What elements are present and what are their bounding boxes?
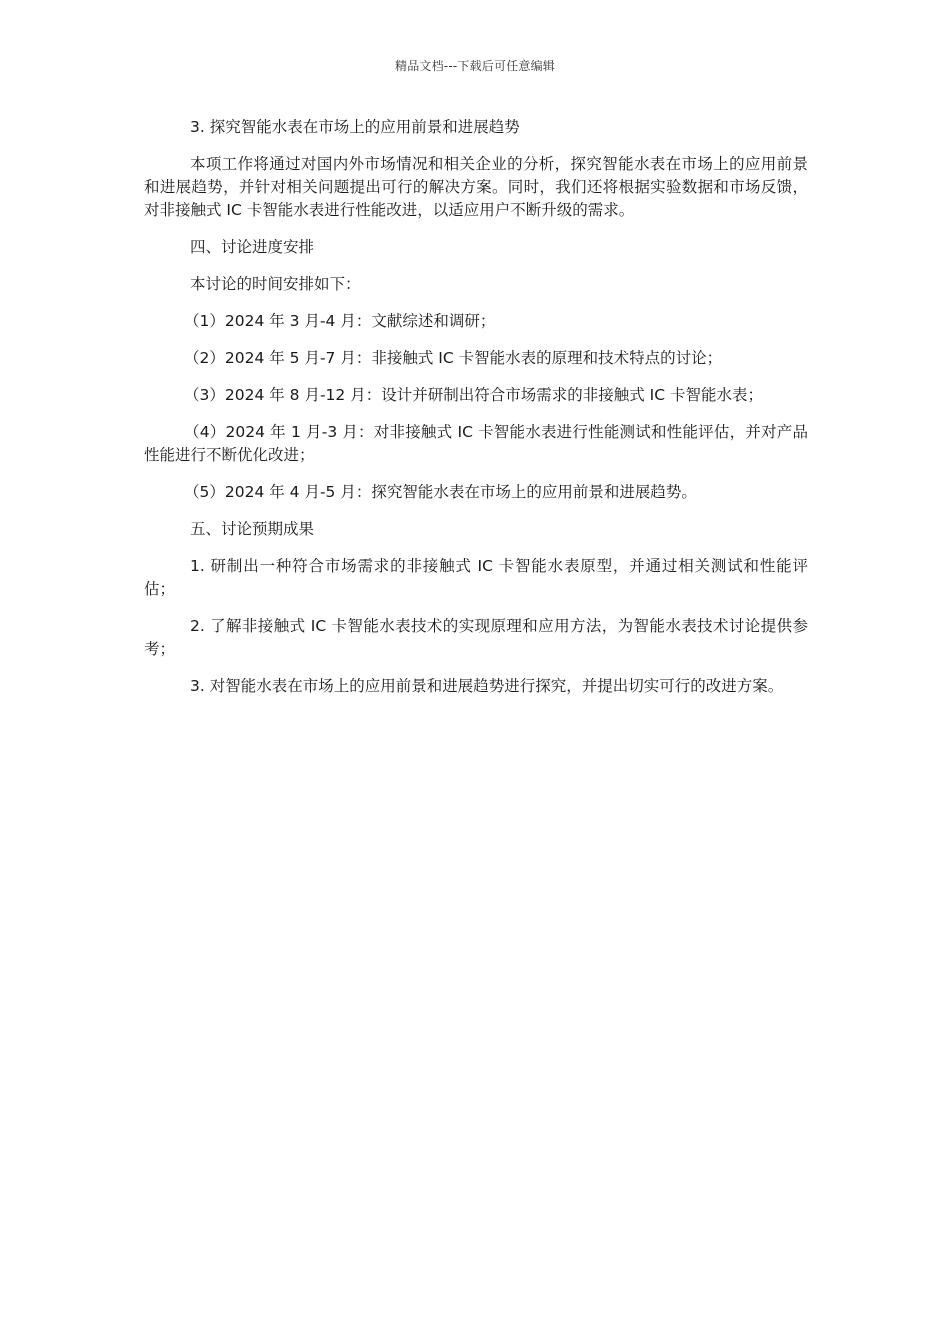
schedule-item: （3）2024 年 8 月-12 月：设计并研制出符合市场需求的非接触式 IC 卡智能水表； [184,386,763,404]
schedule-item: （5）2024 年 4 月-5 月：探究智能水表在市场上的应用前景和进展趋势。 [184,483,697,501]
section-item-3-heading: 3. 探究智能水表在市场上的应用前景和进展趋势 [190,118,520,136]
document-body [144,116,808,712]
body-paragraph: 本项工作将通过对国内外市场情况和相关企业的分析，探究智能水表在市场上的应用前景和进展趋势，并针对相关问题提出可行的解决方案。同时，我们还将根据实验数据和市场反馈，对非接触式 IC 卡智能水表进行性能改进，以适应用户不断升级的需求。 [144,155,808,219]
section-heading-outcomes: 五、讨论预期成果 [190,520,315,538]
outcome-item: 2. 了解非接触式 IC 卡智能水表技术的实现原理和应用方法，为智能水表技术讨论提供参考； [144,617,808,658]
section-heading-schedule: 四、讨论进度安排 [190,238,315,256]
schedule-item: （4）2024 年 1 月-3 月：对非接触式 IC 卡智能水表进行性能测试和性能评估，并对产品性能进行不断优化改进； [144,423,808,464]
schedule-item: （1）2024 年 3 月-4 月：文献综述和调研； [184,312,496,330]
page-header: 精品文档---下载后可任意编辑 [395,59,555,73]
outcome-item: 1. 研制出一种符合市场需求的非接触式 IC 卡智能水表原型，并通过相关测试和性能评估； [144,557,808,598]
schedule-item: （2）2024 年 5 月-7 月：非接触式 IC 卡智能水表的原理和技术特点的讨论； [184,349,723,367]
outcome-item: 3. 对智能水表在市场上的应用前景和进展趋势进行探究，并提出切实可行的改进方案。 [190,677,784,695]
schedule-intro: 本讨论的时间安排如下： [190,275,361,293]
